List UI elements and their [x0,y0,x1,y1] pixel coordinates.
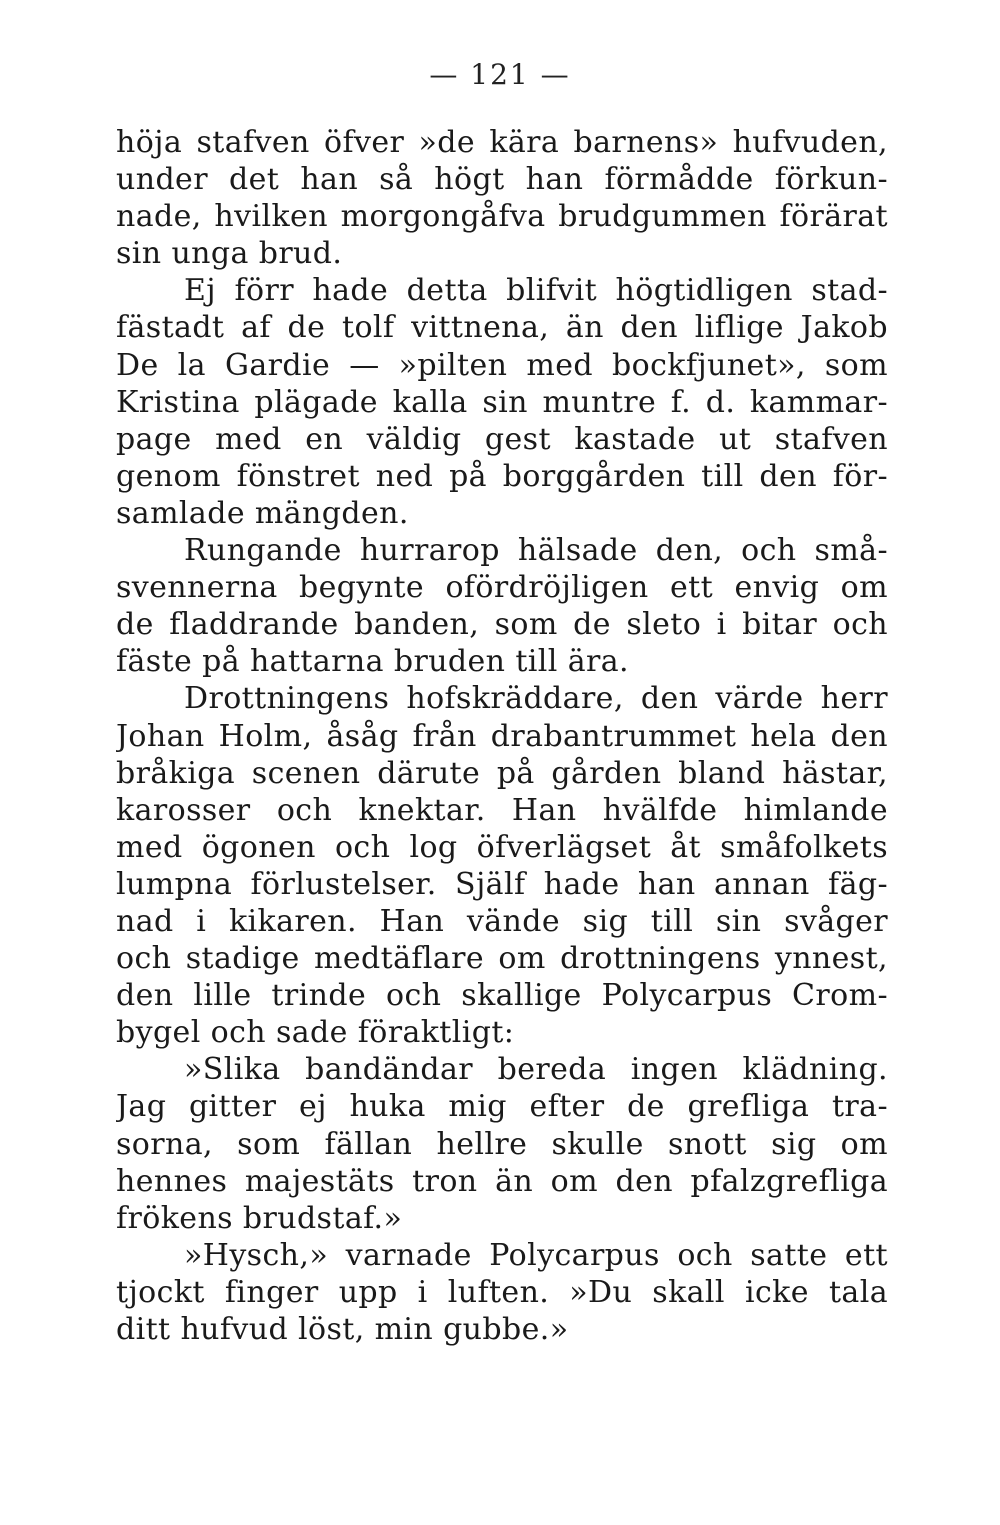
body-text [116,124,888,1348]
text-line: samlade mängden. [116,495,409,531]
text-line: genom fönstret ned på borggården till den för- [116,458,888,494]
text-line: under det han så högt han förmådde förkun- [116,162,888,198]
text-line: frökens brudstaf.» [116,1200,403,1236]
text-line: tjockt finger upp i luften. »Du skall icke tala [116,1274,888,1310]
text-line: sin unga brud. [116,236,343,272]
text-line: Kristina plägade kalla sin muntre f. d. kammar- [116,384,888,420]
text-line: fästadt af de tolf vittnena, än den liflige Jakob [116,310,888,346]
text-line: höja stafven öfver »de kära barnens» hufvuden, [116,125,888,160]
text-line: ditt hufvud löst, min gubbe.» [116,1312,569,1347]
text-line: hennes majestäts tron än om den pfalzgrefliga [116,1163,888,1199]
text-line: Rungande hurrarop hälsade den, och små- [184,533,888,569]
text-line: och stadige medtäflare om drottningens ynnest, [116,941,888,977]
text-line: De la Gardie — »pilten med bockfjunet», som [116,347,888,383]
text-line: »Hysch,» varnade Polycarpus och satte ett [184,1237,888,1273]
text-line: page med en väldig gest kastade ut stafven [116,421,888,457]
text-line: sorna, som fällan hellre skulle snott sig om [116,1126,888,1162]
text-line: svennerna begynte ofördröjligen ett envig om [116,570,888,606]
text-line: Johan Holm, åsåg från drabantrummet hela den [116,718,888,754]
text-line: »Slika bandändar bereda ingen klädning. [184,1052,888,1088]
text-line: Jag gitter ej huka mig efter de grefliga tra- [116,1089,888,1125]
text-line: bråkiga scenen därute på gården bland hästar, [116,755,888,791]
text-line: karosser och knektar. Han hvälfde himlande [116,792,888,828]
text-line: med ögonen och log öfverlägset åt småfolkets [116,829,888,865]
text-line: Drottningens hofskräddare, den värde herr [184,681,888,717]
text-line: de fladdrande banden, som de sleto i bitar och [116,607,888,643]
text-line: bygel och sade föraktligt: [116,1015,515,1051]
page-number: — 121 — [429,58,571,91]
text-line: fäste på hattarna bruden till ära. [116,644,629,680]
text-line: nad i kikaren. Han vände sig till sin svåger [116,903,888,939]
text-line: nade, hvilken morgongåfva brudgummen förärat [116,199,888,235]
text-line: den lille trinde och skallige Polycarpus Crom- [116,978,888,1014]
text-line: lumpna förlustelser. Själf hade han annan fäg- [116,866,888,902]
text-line: Ej förr hade detta blifvit högtidligen stad- [184,273,888,309]
